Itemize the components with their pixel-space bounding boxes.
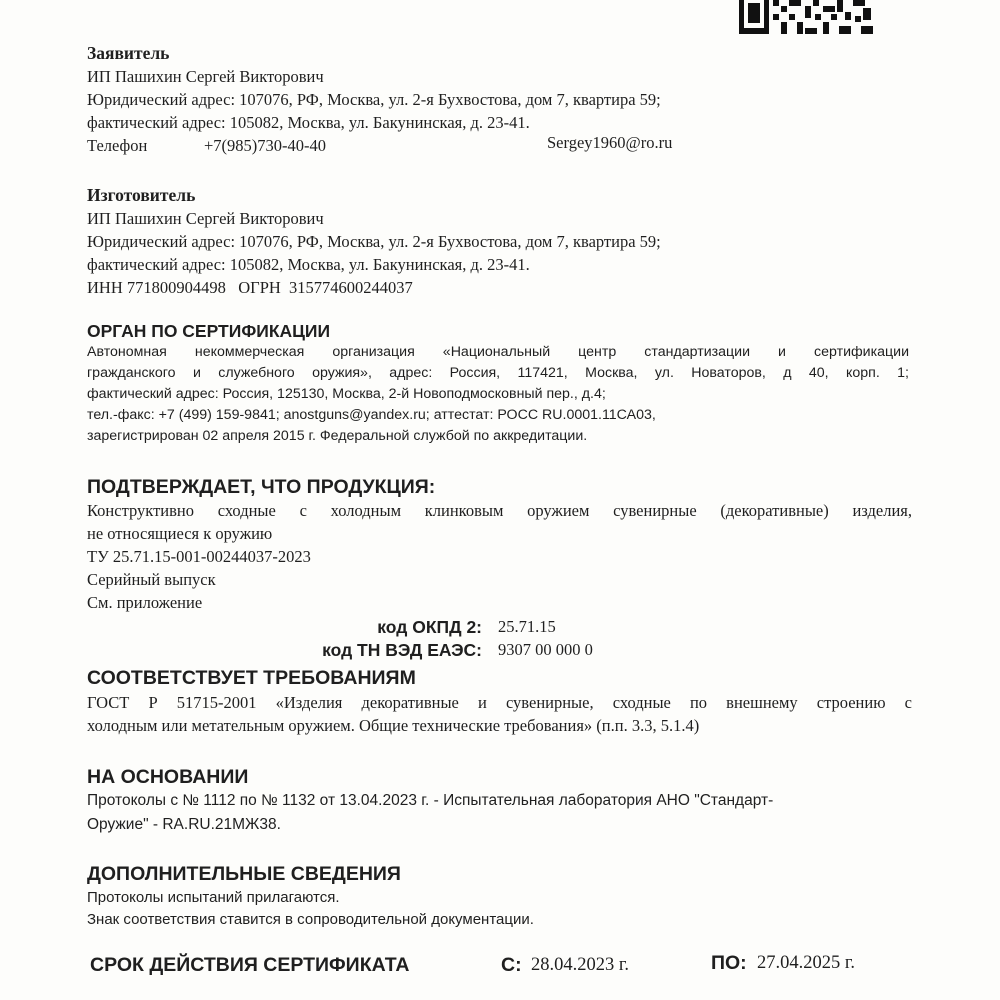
basis-line-1: Протоколы с № 1112 по № 1132 от 13.04.2023 г. - Испытательная лаборатория АНО "Стандарт-: [87, 792, 774, 809]
additional-line-1: Протоколы испытаний прилагаются.: [87, 889, 340, 906]
manufacturer-ids: ИНН 771800904498 ОГРН 315774600244037: [87, 278, 413, 297]
product-line-2: не относящиеся к оружию: [87, 524, 273, 543]
basis-line-2: Оружие" - RA.RU.21МЖ38.: [87, 816, 281, 833]
okpd-value: 25.71.15: [498, 617, 556, 636]
cert-body-line-2: гражданского и служебного оружия», адрес: Россия, 117421, Москва, ул. Новаторов, д 40, корп. 1;: [87, 365, 909, 381]
applicant-phone: +7(985)730-40-40: [204, 136, 327, 155]
validity-to-date: 27.04.2025 г.: [757, 953, 856, 973]
applicant-name: ИП Пашихин Сергей Викторович: [87, 67, 324, 86]
manufacturer-heading: Изготовитель: [87, 185, 196, 205]
validity-heading: СРОК ДЕЙСТВИЯ СЕРТИФИКАТА: [90, 954, 410, 976]
cert-body-line-4: тел.-факс: +7 (499) 159-9841; anostguns@yandex.ru; аттестат: РОСС RU.0001.11СА03,: [87, 407, 656, 423]
manufacturer-legal-address: Юридический адрес: 107076, РФ, Москва, ул. 2-я Бухвостова, дом 7, квартира 59;: [87, 232, 661, 251]
product-line-1: Конструктивно сходные с холодным клинковым оружием сувенирные (декоративные) изделия,: [87, 501, 912, 520]
product-heading: ПОДТВЕРЖДАЕТ, ЧТО ПРОДУКЦИЯ:: [87, 476, 436, 498]
tnved-value: 9307 00 000 0: [498, 640, 593, 659]
validity-to-label: ПО:: [711, 952, 747, 974]
basis-heading: НА ОСНОВАНИИ: [87, 766, 249, 788]
requirements-line-2: холодным или метательным оружием. Общие технические требования» (п.п. 3.3, 5.1.4): [87, 716, 700, 735]
additional-line-2: Знак соответствия ставится в сопроводительной документации.: [87, 911, 534, 928]
product-tu: ТУ 25.71.15-001-00244037-2023: [87, 547, 311, 566]
requirements-heading: СООТВЕТСТВУЕТ ТРЕБОВАНИЯМ: [87, 667, 416, 689]
tnved-label: код ТН ВЭД ЕАЭС:: [322, 640, 482, 660]
product-see-appendix: См. приложение: [87, 593, 203, 612]
okpd-label: код ОКПД 2:: [377, 617, 482, 637]
applicant-legal-address: Юридический адрес: 107076, РФ, Москва, ул. 2-я Бухвостова, дом 7, квартира 59;: [87, 90, 661, 109]
qr-code-icon: [737, 0, 877, 36]
manufacturer-name: ИП Пашихин Сергей Викторович: [87, 209, 324, 228]
validity-from-date: 28.04.2023 г.: [531, 955, 630, 975]
cert-body-line-3: фактический адрес: Россия, 125130, Москва, 2-й Новоподмосковный пер., д.4;: [87, 386, 606, 402]
additional-heading: ДОПОЛНИТЕЛЬНЫЕ СВЕДЕНИЯ: [87, 863, 401, 885]
validity-from-label: С:: [501, 954, 522, 976]
requirements-line-1: ГОСТ Р 51715-2001 «Изделия декоративные и сувенирные, сходные по внешнему строению с: [87, 693, 912, 712]
cert-body-heading: ОРГАН ПО СЕРТИФИКАЦИИ: [87, 321, 331, 341]
manufacturer-actual-address: фактический адрес: 105082, Москва, ул. Бакунинская, д. 23-41.: [87, 255, 530, 274]
cert-body-line-1: Автономная некоммерческая организация «Национальный центр стандартизации и сертификации: [87, 344, 909, 360]
applicant-email: Sergey1960@ro.ru: [547, 133, 673, 152]
cert-body-line-5: зарегистрирован 02 апреля 2015 г. Федеральной службой по аккредитации.: [87, 428, 588, 444]
applicant-phone-label: Телефон: [87, 136, 148, 155]
product-serial: Серийный выпуск: [87, 570, 216, 589]
applicant-heading: Заявитель: [87, 43, 170, 63]
applicant-actual-address: фактический адрес: 105082, Москва, ул. Бакунинская, д. 23-41.: [87, 113, 530, 132]
